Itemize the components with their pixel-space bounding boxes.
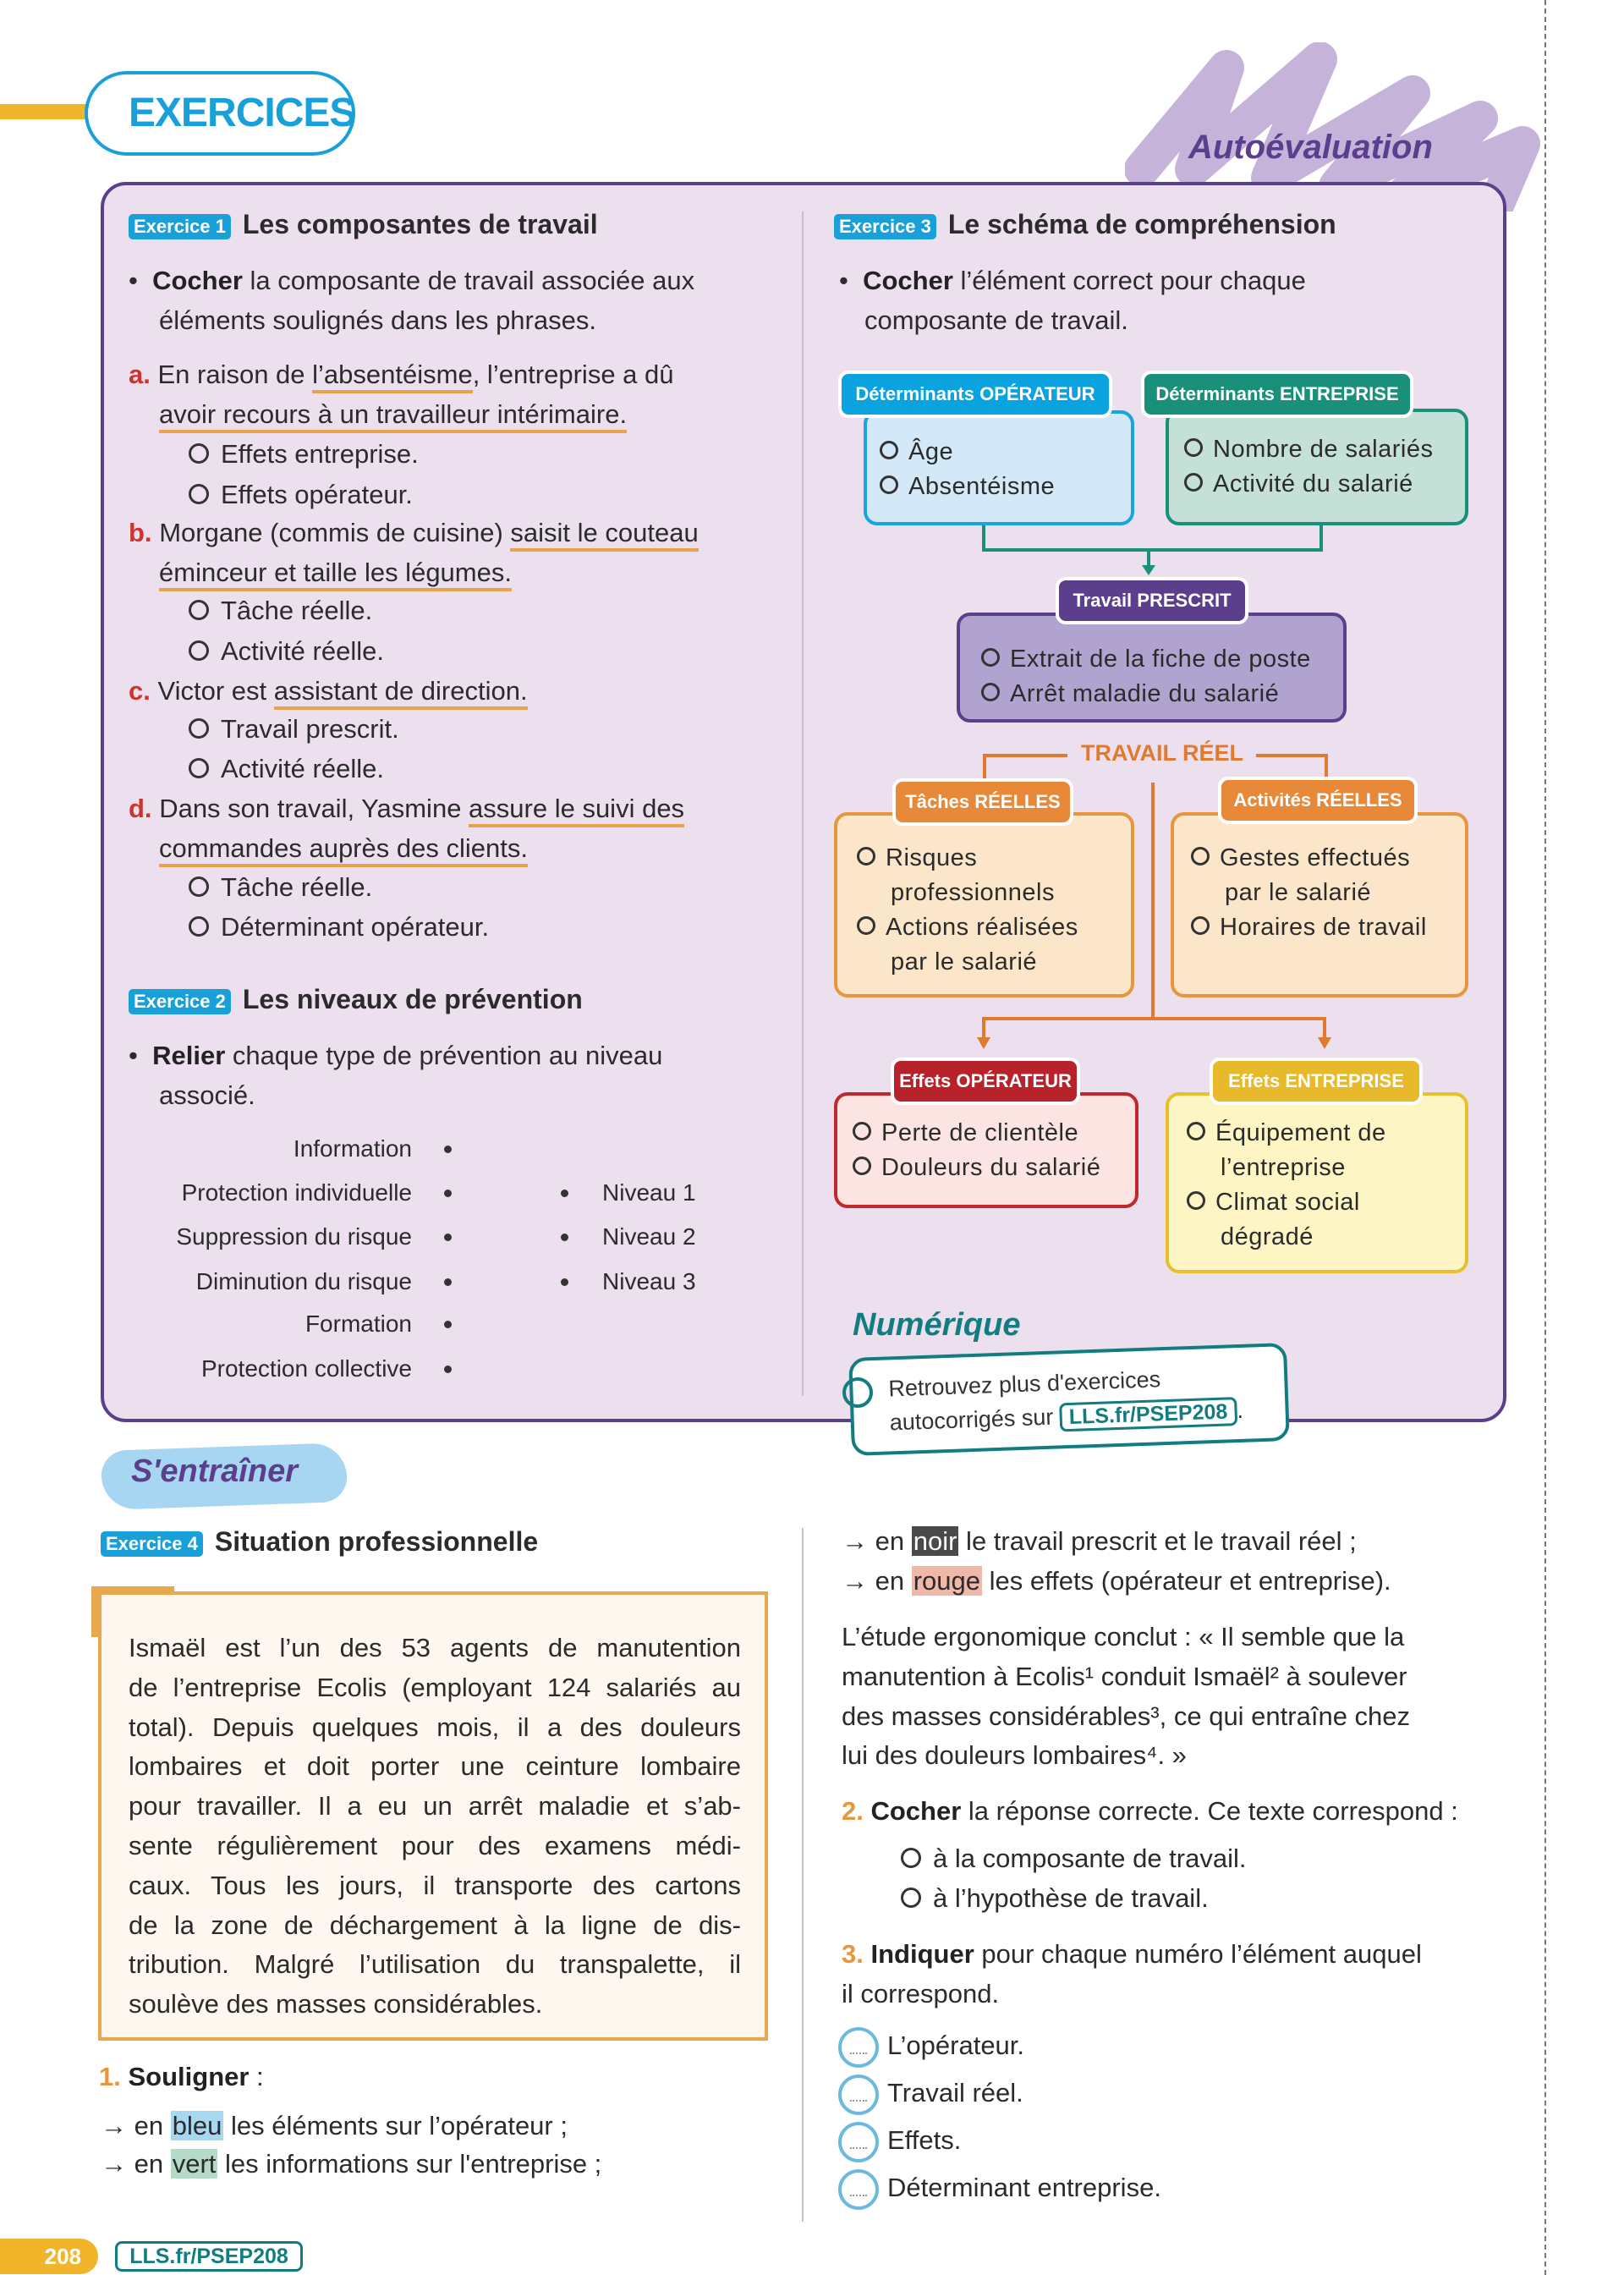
radio-circle-icon[interactable] xyxy=(880,475,898,494)
option[interactable] xyxy=(981,642,1311,677)
exercise-badge: Exercice 3 xyxy=(834,214,936,239)
option-label: Nombre de salariés xyxy=(1213,436,1434,463)
radio-circle-icon[interactable] xyxy=(880,441,898,459)
option[interactable] xyxy=(901,1839,1247,1878)
effets-op-options xyxy=(853,1116,1100,1185)
travail-reel-title: TRAVAIL RÉEL xyxy=(1080,740,1243,766)
option-label: Tâche réelle. xyxy=(221,872,373,902)
underlined-text: éminceur et taille les légumes. xyxy=(159,558,512,591)
exercise-badge: Exercice 4 xyxy=(101,1531,203,1557)
situation-text xyxy=(129,1629,741,2025)
answer-item[interactable] xyxy=(838,2069,1023,2117)
arrow-line xyxy=(842,1522,1357,1561)
q-text: pour chaque numéro l’élément auquel xyxy=(974,1939,1422,1969)
situation-text-line: soulève des masses considérables. xyxy=(129,1989,543,2019)
arrow-line xyxy=(101,2107,568,2146)
option[interactable] xyxy=(853,1116,1100,1151)
activites-options xyxy=(1191,841,1427,945)
option-label: Activité réelle. xyxy=(221,754,384,783)
situation-text-line: de la zone de déchargement à la ligne de dis- xyxy=(129,1910,741,1940)
instruction-line: associé. xyxy=(159,1080,255,1110)
study-line: manutention à Ecolis¹ conduit Ismaël² à soulever xyxy=(842,1662,1407,1691)
option-label: Tâche réelle. xyxy=(221,596,373,625)
situation-text-line: caux. Tous les jours, il transporte des cartons xyxy=(129,1870,741,1900)
radio-circle-icon[interactable] xyxy=(857,916,875,935)
connect-dot[interactable] xyxy=(444,1190,452,1197)
option[interactable] xyxy=(1191,841,1427,876)
arrow-right-icon: → xyxy=(842,1566,875,1596)
question-number: 1. xyxy=(99,2062,121,2091)
numerique-text: autocorrigés sur xyxy=(889,1404,1054,1436)
option-label: Gestes effectués xyxy=(1220,844,1411,871)
option-label: Climat social xyxy=(1215,1189,1360,1216)
question-letter: b. xyxy=(129,518,152,547)
highlight-red: rouge xyxy=(913,1566,981,1596)
arrow-right-icon: → xyxy=(842,1526,875,1556)
question-number: 3. xyxy=(842,1939,864,1969)
question-2 xyxy=(842,1792,1458,1831)
prevention-type: Suppression du risque xyxy=(176,1223,412,1250)
activites-reelles-label: Activités RÉELLES xyxy=(1218,777,1418,824)
arrow-down-icon xyxy=(977,1037,990,1049)
underlined-text: avoir recours à un travailleur intérimaire. xyxy=(159,399,627,433)
q-text: en xyxy=(134,2149,171,2179)
prevention-type: Information xyxy=(293,1135,412,1162)
radio-circle-icon[interactable] xyxy=(857,847,875,865)
option-label: Activité réelle. xyxy=(221,636,384,666)
option-label: Déterminant opérateur. xyxy=(221,912,490,942)
option-label: Extrait de la fiche de poste xyxy=(1010,646,1311,673)
connector-determinants xyxy=(984,525,1321,569)
page-title: EXERCICES xyxy=(85,71,355,156)
option-label: Âge xyxy=(908,438,954,465)
radio-circle-icon[interactable] xyxy=(1191,916,1210,935)
highlight-black: noir xyxy=(913,1526,957,1556)
radio-circle-icon[interactable] xyxy=(1187,1191,1205,1210)
arrow-down-icon xyxy=(1142,565,1155,575)
instruction-line: • Relier chaque type de prévention au niveau xyxy=(129,1041,663,1070)
option[interactable] xyxy=(1184,432,1433,467)
option[interactable] xyxy=(981,677,1311,712)
exercise-4-header xyxy=(101,1522,538,1561)
underlined-text: assure le suivi des xyxy=(469,794,684,827)
connect-dot[interactable] xyxy=(444,1234,452,1241)
question-1 xyxy=(99,2058,264,2096)
travail-prescrit-label: Travail PRESCRIT xyxy=(1056,577,1248,624)
underlined-text: l’absentéisme xyxy=(312,360,473,393)
q-text: les éléments sur l’opérateur ; xyxy=(223,2111,568,2140)
answer-item[interactable] xyxy=(838,2164,1161,2212)
situation-text-line: total). Depuis quelques mois, il a des douleurs xyxy=(129,1712,741,1742)
option-label: à l’hypothèse de travail. xyxy=(933,1883,1209,1913)
radio-circle-icon[interactable] xyxy=(1184,438,1203,457)
answer-label: Travail réel. xyxy=(887,2078,1023,2107)
q-text: en xyxy=(134,2111,171,2140)
answer-circle-input[interactable] xyxy=(838,2074,879,2115)
option-label: par le salarié xyxy=(1225,879,1372,906)
option-label: par le salarié xyxy=(891,948,1038,975)
exercise-title: Situation professionnelle xyxy=(214,1526,539,1557)
option-label: à la composante de travail. xyxy=(933,1844,1247,1873)
radio-circle-icon[interactable] xyxy=(1187,1122,1205,1140)
answer-item[interactable] xyxy=(838,2022,1024,2069)
connect-dot[interactable] xyxy=(561,1190,568,1197)
option-label: Équipement de xyxy=(1215,1119,1386,1146)
q-text: le travail prescrit et le travail réel ; xyxy=(958,1526,1357,1556)
question-number: 2. xyxy=(842,1796,864,1826)
q-text: Victor est xyxy=(157,676,274,706)
q-text: en xyxy=(875,1566,912,1596)
numerique-box xyxy=(848,1343,1290,1456)
connect-dot[interactable] xyxy=(444,1321,452,1328)
instruction-line: • Cocher l’élément correct pour chaque xyxy=(839,266,1306,295)
connect-dot[interactable] xyxy=(444,1366,452,1373)
question-verb: Indiquer xyxy=(870,1939,974,1969)
exercise-badge: Exercice 2 xyxy=(129,989,231,1014)
question-letter: c. xyxy=(129,676,151,706)
arrow-down-icon xyxy=(1318,1037,1331,1049)
prevention-type: Formation xyxy=(304,1311,412,1337)
option-label: Activité du salarié xyxy=(1213,470,1413,497)
arrow-right-icon: → xyxy=(101,2111,134,2140)
option-label: Actions réalisées xyxy=(886,914,1078,941)
prevention-type: Diminution du risque xyxy=(195,1268,412,1294)
autoevaluation-label: Autoévaluation xyxy=(1188,129,1433,166)
instruction-line: • Cocher la composante de travail associée aux xyxy=(129,266,695,295)
radio-circle-icon[interactable] xyxy=(981,648,1000,667)
exercise-badge: Exercice 1 xyxy=(129,214,231,239)
option-label: dégradé xyxy=(1221,1223,1314,1250)
option-label: Effets entreprise. xyxy=(221,439,419,469)
option-label: Effets opérateur. xyxy=(221,480,413,509)
det-op-options xyxy=(880,435,1055,504)
question-verb: Cocher xyxy=(870,1796,962,1826)
study-line: des masses considérables³, ce qui entraîne chez xyxy=(842,1701,1411,1731)
situation-text-line: pour travailler. Il a eu un arrêt maladie et s’ab- xyxy=(129,1791,741,1822)
instruction-text: chaque type de prévention au niveau xyxy=(225,1041,663,1070)
numerique-link[interactable]: LLS.fr/PSEP208 xyxy=(1059,1397,1237,1431)
exercise-title: Les composantes de travail xyxy=(242,209,598,239)
option-label: Douleurs du salarié xyxy=(881,1154,1101,1181)
option[interactable] xyxy=(901,1879,1209,1918)
answer-circle-input[interactable] xyxy=(838,2027,879,2068)
question-3-line2: il correspond. xyxy=(842,1979,1000,2008)
prevention-type: Protection individuelle xyxy=(181,1179,412,1206)
option-label: Perte de clientèle xyxy=(881,1119,1079,1146)
numerique-text: . xyxy=(1236,1397,1244,1424)
option-label: Absentéisme xyxy=(908,473,1056,500)
column-divider xyxy=(802,1528,804,2222)
q-text: les effets (opérateur et entreprise). xyxy=(982,1566,1391,1596)
taches-reelles-label: Tâches RÉELLES xyxy=(892,778,1073,826)
option[interactable] xyxy=(1187,1116,1386,1151)
option[interactable] xyxy=(1184,467,1433,502)
numerique-swirl-icon xyxy=(842,1377,873,1408)
effets-ent-options xyxy=(1187,1116,1386,1255)
instruction-verb: Cocher xyxy=(863,266,953,295)
question-letter: d. xyxy=(129,794,152,823)
underlined-text: assistant de direction. xyxy=(274,676,528,710)
q-text: les informations sur l'entreprise ; xyxy=(217,2149,602,2179)
option-label: Horaires de travail xyxy=(1220,914,1427,941)
instruction-line: composante de travail. xyxy=(864,305,1128,335)
determinants-entreprise-label: Déterminants ENTREPRISE xyxy=(1141,371,1413,418)
instruction-verb: Relier xyxy=(152,1041,226,1070)
page-number: 208 xyxy=(0,2239,98,2274)
study-line: lui des douleurs lombaires⁴. » xyxy=(842,1740,1187,1770)
arrow-line xyxy=(842,1562,1391,1601)
situation-text-line: tribution. Malgré l’utilisation du transpalette, il xyxy=(129,1949,741,1980)
highlight-blue: bleu xyxy=(172,2111,222,2140)
situation-text-line: de l’entreprise Ecolis (employant 124 salariés au xyxy=(129,1672,741,1702)
highlight-green: vert xyxy=(172,2149,217,2179)
q-text: Morgane (commis de cuisine) xyxy=(159,518,511,547)
underlined-text: commandes auprès des clients. xyxy=(159,833,528,867)
option-label: Travail prescrit. xyxy=(221,714,399,744)
entrainer-title: S'entraîner xyxy=(131,1453,298,1489)
option[interactable] xyxy=(1191,910,1427,945)
prevention-level: Niveau 3 xyxy=(602,1268,696,1294)
option-label: Risques xyxy=(886,844,978,871)
instruction-text: la composante de travail associée aux xyxy=(242,266,695,295)
numerique-text: Retrouvez plus d'exercices xyxy=(887,1366,1161,1402)
question-verb: Souligner xyxy=(128,2062,250,2091)
radio-circle-icon[interactable] xyxy=(901,1848,921,1868)
radio-circle-icon[interactable] xyxy=(901,1888,921,1908)
situation-text-box xyxy=(98,1591,768,2041)
question-3 xyxy=(842,1935,1422,1974)
option[interactable] xyxy=(1187,1185,1386,1220)
radio-circle-icon[interactable] xyxy=(981,683,1000,701)
taches-options xyxy=(857,841,1078,980)
option[interactable] xyxy=(880,470,1055,504)
arrow-line xyxy=(101,2145,601,2184)
instruction-verb: Cocher xyxy=(152,266,243,295)
q-text: En raison de xyxy=(157,360,313,389)
situation-text-line: sente régulièrement pour des examens médi- xyxy=(129,1830,741,1860)
arrow-right-icon: → xyxy=(101,2149,134,2179)
q-text: la réponse correcte. Ce texte correspond : xyxy=(961,1796,1458,1826)
option[interactable] xyxy=(857,841,1078,876)
radio-circle-icon[interactable] xyxy=(1184,473,1203,492)
instruction-line: éléments soulignés dans les phrases. xyxy=(159,305,596,335)
connect-dot[interactable] xyxy=(444,1278,452,1286)
situation-text-line: lombaires et doit porter une ceinture lombaire xyxy=(129,1751,741,1782)
option[interactable] xyxy=(857,910,1078,945)
connect-dot[interactable] xyxy=(561,1278,568,1286)
prescrit-options xyxy=(981,642,1311,712)
det-ent-options xyxy=(1184,432,1433,502)
underlined-text: saisit le couteau xyxy=(510,518,698,552)
answer-circle-input[interactable] xyxy=(838,2169,879,2210)
footer-link[interactable]: LLS.fr/PSEP208 xyxy=(115,2241,303,2272)
option-label: professionnels xyxy=(891,879,1055,906)
q-text: en xyxy=(875,1526,912,1556)
prevention-type: Protection collective xyxy=(200,1355,412,1382)
radio-circle-icon[interactable] xyxy=(853,1157,871,1175)
option-label: Arrêt maladie du salarié xyxy=(1010,680,1280,707)
answer-label: Effets. xyxy=(887,2125,962,2155)
q-text: , l’entreprise a dû xyxy=(472,360,674,389)
answer-item[interactable] xyxy=(838,2117,961,2164)
option[interactable] xyxy=(853,1151,1100,1185)
connect-dot[interactable] xyxy=(444,1146,452,1153)
q-text: Dans son travail, Yasmine xyxy=(159,794,469,823)
radio-circle-icon[interactable] xyxy=(1191,847,1210,865)
option-label: l’entreprise xyxy=(1221,1154,1346,1181)
answer-label: Déterminant entreprise. xyxy=(887,2173,1161,2202)
prevention-level: Niveau 1 xyxy=(602,1179,696,1206)
answer-circle-input[interactable] xyxy=(838,2122,879,2162)
q-text: : xyxy=(249,2062,264,2091)
prevention-level: Niveau 2 xyxy=(602,1223,696,1250)
option[interactable] xyxy=(880,435,1055,470)
numerique-title: Numérique xyxy=(853,1307,1021,1343)
radio-circle-icon[interactable] xyxy=(853,1122,871,1140)
situation-text-line: Ismaël est l’un des 53 agents de manutention xyxy=(129,1633,741,1662)
connect-dot[interactable] xyxy=(561,1234,568,1241)
effets-entreprise-label: Effets ENTREPRISE xyxy=(1210,1058,1423,1105)
study-line: L’étude ergonomique conclut : « Il semble que la xyxy=(842,1622,1405,1651)
determinants-operateur-label: Déterminants OPÉRATEUR xyxy=(838,371,1112,418)
instruction-text: l’élément correct pour chaque xyxy=(952,266,1306,295)
exercise-title: Le schéma de compréhension xyxy=(947,209,1336,239)
exercise-title: Les niveaux de prévention xyxy=(242,984,583,1014)
effets-operateur-label: Effets OPÉRATEUR xyxy=(891,1058,1080,1105)
answer-label: L’opérateur. xyxy=(887,2030,1025,2060)
question-letter: a. xyxy=(129,360,151,389)
